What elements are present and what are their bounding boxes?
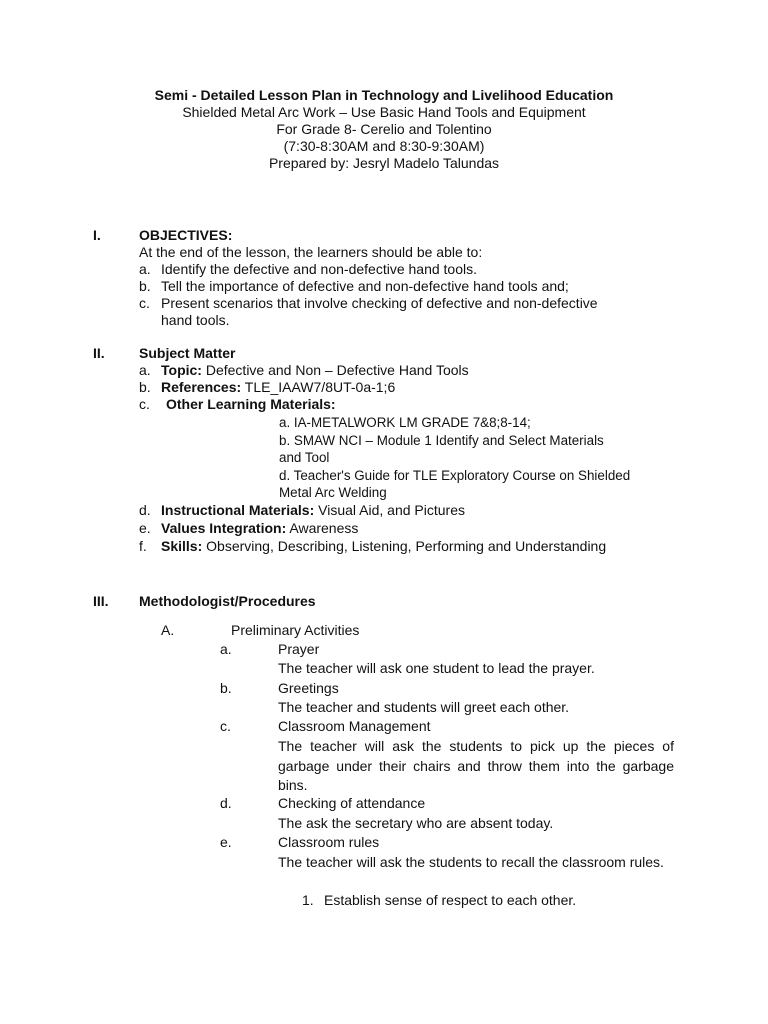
rule-number: 1.: [302, 892, 314, 908]
skills-value: Observing, Describing, Listening, Performing and Understanding: [202, 538, 607, 554]
instructional-value: Visual Aid, and Pictures: [314, 502, 465, 518]
section-title: Preliminary Activities: [231, 622, 360, 638]
methodology-heading: Methodologist/Procedures: [139, 593, 316, 609]
subject-matter-numeral: II.: [93, 345, 105, 361]
activity-letter: c.: [220, 718, 231, 734]
activity-title: Classroom Management: [278, 718, 431, 734]
objective-item-continued: hand tools.: [161, 312, 230, 328]
objective-letter: a.: [139, 261, 151, 277]
references-value: TLE_IAAW7/8UT-0a-1;6: [241, 379, 396, 395]
skills-line: [161, 538, 606, 555]
objective-letter: b.: [139, 278, 151, 294]
activity-description: The teacher will ask one student to lead the prayer.: [278, 660, 595, 676]
rule-item: Establish sense of respect to each other.: [324, 892, 577, 908]
schedule-line: (7:30-8:30AM and 8:30-9:30AM): [283, 138, 485, 154]
document-subtitle: Shielded Metal Arc Work – Use Basic Hand Tools and Equipment: [182, 104, 586, 120]
activity-title: Prayer: [278, 641, 320, 657]
activity-letter: a.: [220, 641, 232, 657]
material-item: d. Teacher's Guide for TLE Exploratory Course on Shielded: [279, 468, 631, 483]
references-label: References:: [161, 379, 242, 395]
grade-line: For Grade 8- Cerelio and Tolentino: [276, 121, 492, 137]
objective-item: Identify the defective and non-defective hand tools.: [161, 261, 477, 277]
other-materials-label: Other Learning Materials:: [166, 396, 336, 412]
section-letter: A.: [161, 622, 175, 638]
skills-label: Skills:: [161, 538, 203, 554]
objective-letter: c.: [139, 295, 150, 311]
objectives-numeral: I.: [93, 227, 101, 243]
material-item: and Tool: [279, 450, 330, 465]
references-line: [161, 379, 395, 396]
activity-title: Checking of attendance: [278, 795, 426, 811]
objectives-intro: At the end of the lesson, the learners should be able to:: [139, 244, 483, 260]
methodology-numeral: III.: [93, 593, 109, 609]
instructional-letter: d.: [139, 502, 151, 518]
material-item: Metal Arc Welding: [279, 485, 387, 500]
objectives-heading: OBJECTIVES:: [139, 227, 233, 243]
activity-letter: d.: [220, 795, 232, 811]
material-item: a. IA-METALWORK LM GRADE 7&8;8-14;: [279, 415, 531, 430]
subject-matter-heading: Subject Matter: [139, 345, 236, 361]
values-letter: e.: [139, 520, 151, 536]
topic-letter: a.: [139, 362, 151, 378]
activity-description: The teacher will ask the students to pick up the pieces of garbage under their chairs and throw them into the garbage bins.: [278, 738, 674, 793]
activity-description: The teacher will ask the students to recall the classroom rules.: [278, 854, 664, 870]
topic-line: [161, 362, 469, 379]
values-line: [161, 520, 358, 537]
instructional-label: Instructional Materials:: [161, 502, 315, 518]
prepared-by-line: Prepared by: Jesryl Madelo Talundas: [268, 155, 500, 171]
activity-title: Classroom rules: [278, 834, 380, 850]
document-title: Semi - Detailed Lesson Plan in Technology and Livelihood Education: [154, 87, 614, 103]
other-materials-letter: c.: [139, 396, 150, 412]
values-value: Awareness: [286, 520, 359, 536]
values-label: Values Integration:: [161, 520, 287, 536]
topic-label: Topic:: [161, 362, 202, 378]
activity-letter: e.: [220, 834, 232, 850]
topic-value: Defective and Non – Defective Hand Tools: [201, 362, 469, 378]
objective-item: Present scenarios that involve checking of defective and non-defective: [161, 295, 598, 311]
activity-letter: b.: [220, 680, 232, 696]
objective-item: Tell the importance of defective and non-defective hand tools and;: [161, 278, 569, 294]
references-letter: b.: [139, 379, 151, 395]
activity-description: The teacher and students will greet each other.: [278, 699, 570, 715]
instructional-line: [161, 502, 465, 519]
activity-title: Greetings: [278, 680, 339, 696]
skills-letter: f.: [139, 538, 147, 554]
material-item: b. SMAW NCI – Module 1 Identify and Select Materials: [279, 433, 604, 448]
activity-description: The ask the secretary who are absent today.: [278, 815, 554, 831]
